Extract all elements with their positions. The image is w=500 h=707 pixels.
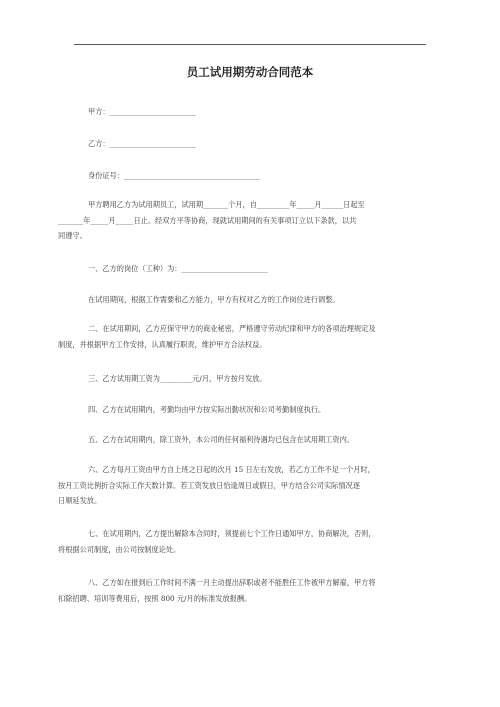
party-b-field: 乙方：________________________: [88, 139, 196, 148]
clause-6: [58, 462, 436, 509]
clause-7-line-1: 七、在试用期内，乙方提出解除本合同时，须提前七个工作日通知甲方，协商解决，否则，: [88, 529, 376, 538]
clause-5: 五、乙方在试用期内，除工资外，本公司的任何福利待遇均已包含在试用期工资内。: [88, 435, 354, 444]
clause-3: 三、乙方试用期工资为_________元/月，甲方按月发放。: [88, 374, 267, 383]
clause-2-line-2: 制度，并根据甲方工作安排，认真履行职责，维护甲方合法权益。: [58, 339, 267, 349]
clause-1: 一、乙方的岗位（工种）为：________________________: [88, 264, 268, 273]
clause-1-note: 在试用期间，根据工作需要和乙方能力，甲方有权对乙方的工作岗位进行调整。: [88, 295, 340, 304]
id-number-field: 身份证号：______________________________________: [88, 171, 261, 180]
clause-8-line-2: 扣除招聘、培训等费用后，按照 800 元/月的标准发放报酬。: [58, 593, 252, 603]
clause-6-line-1: 六、乙方每月工资由甲方自上班之日起的次月 15 日左右发放，若乙方工作不足一个月时，: [88, 465, 375, 474]
clause-2-line-1: 二、在试用期间，乙方应保守甲方的商业秘密，严格遵守劳动纪律和甲方的各项治理规定及: [88, 324, 376, 333]
clause-7: [58, 526, 436, 557]
party-a-field: 甲方：________________________: [88, 107, 196, 116]
clause-6-line-2: 按月工资比例折合实际工作天数计算。若工资发放日恰逢周日或假日，甲方结合公司实际情况逐: [58, 480, 360, 490]
intro-line-1: 甲方聘用乙方为试用期员工，试用期_______个月，自_________年_____月______日起至: [88, 200, 365, 209]
intro-line-2: _______年_____月_____日止。经双方平等协商，现就试用期间的有关事项订立以下条款，以共: [58, 215, 357, 225]
clause-8: [58, 575, 436, 606]
clause-4: 四、乙方在试用期内，考勤均由甲方按实际出勤状况和公司考勤制度执行。: [88, 405, 326, 414]
clause-6-line-3: 日顺延发放。: [58, 496, 102, 505]
intro-paragraph: [58, 197, 436, 244]
clause-7-line-2: 将根据公司制度，由公司按制度论处。: [58, 544, 181, 554]
intro-line-3: 同遵守。: [58, 231, 87, 240]
header-divider: [74, 44, 426, 45]
clause-8-line-1: 八、乙方如在报到后工作时间不满一月主动提出辞职或者不能胜任工作被甲方解雇，甲方将: [88, 578, 376, 587]
document-title: 员工试用期劳动合同范本: [186, 65, 314, 79]
clause-2: [58, 321, 436, 352]
